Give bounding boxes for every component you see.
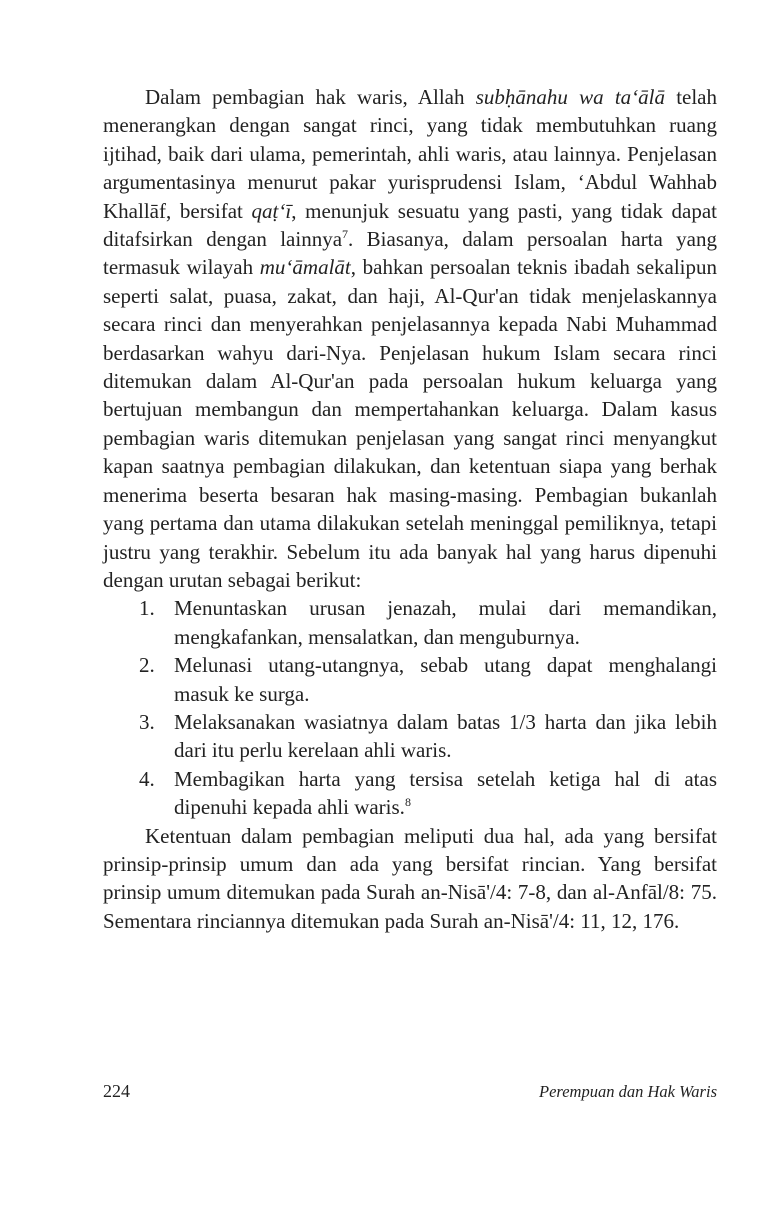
paragraph-text: . Biasanya, dalam persoalan harta yang termasuk wilayah (103, 227, 717, 280)
list-item-text: Menuntaskan urusan jenazah, mulai dari memandikan, mengkafankan, mensalatkan, dan menguburnya. (174, 596, 717, 649)
arabic-term: subḥānahu wa ta‘ālā (475, 85, 665, 109)
paragraph-text: telah menerangkan dengan sangat rinci, yang tidak membutuhkan ruang ijtihad, baik dari ulama, pemerintah, ahli waris, atau lainnya. Penjelasan argumentasinya menurut pakar yurisprudensi Islam, ‘Abdul Wahhab Khallāf, bersifat (103, 85, 718, 223)
body-paragraph: Ketentuan dalam pembagian meliputi dua hal, ada yang bersifat prinsip-prinsip umum dan ada yang bersifat rincian. Yang bersifat prinsip umum ditemukan pada Surah an-Nisā'/4: 7-8, dan al-Anfāl/8: 75. Sementara rinciannya ditemukan pada Surah an-Nisā'/4: 11, 12, 176. (103, 823, 717, 933)
list-item (103, 708, 717, 765)
running-title: Perempuan dan Hak Waris (539, 1082, 717, 1101)
page-number: 224 (103, 1081, 130, 1101)
numbered-list (103, 594, 717, 821)
list-number: 4. (139, 766, 155, 791)
arabic-term: qaṭ‘ī (251, 198, 292, 223)
list-item (103, 765, 717, 822)
body-paragraph (103, 83, 717, 594)
list-number: 1. (139, 596, 155, 621)
list-item-text: Melunasi utang-utangnya, sebab utang dapat menghalangi masuk ke surga. (174, 653, 717, 706)
list-item-text: Melaksanakan wasiatnya dalam batas 1/3 harta dan jika lebih dari itu perlu kerelaan ahli waris. (174, 709, 717, 763)
page-footer (103, 1081, 717, 1107)
footnote-marker: 7 (342, 227, 349, 242)
paragraph-text: , bahkan persoalan teknis ibadah sekalipun seperti salat, puasa, zakat, dan haji, Al-Qur'an tidak menjelaskannya secara rinci dan menyerahkan penjelasannya kepada Nabi Muhammad berdasarkan wahyu dari-Nya. Penjelasan hukum Islam secara rinci ditemukan dalam Al-Qur'an pada persoalan hukum keluarga yang bertujuan membangun dan mempertahankan keluarga. Dalam kasus pembagian waris ditemukan penjelasan yang sangat rinci menyangkut kapan saatnya pembagian dilakukan, dan ketentuan siapa yang berhak menerima beserta besaran hak masing-masing. Pembagian bukanlah yang pertama dan utama dilakukan setelah meninggal pemiliknya, tetapi justru yang terakhir. Sebelum itu ada banyak hal yang harus dipenuhi dengan urutan sebagai berikut: (103, 255, 717, 592)
list-item-text: Membagikan harta yang tersisa setelah ketiga hal di atas dipenuhi kepada ahli waris. (174, 766, 717, 820)
paragraph-text: , menunjuk sesuatu yang pasti, yang tidak dapat ditafsirkan dengan lainnya (103, 198, 717, 252)
list-item (103, 594, 717, 651)
footnote-marker: 8 (404, 795, 411, 810)
list-item (103, 651, 717, 708)
arabic-term: mu‘āmalāt (259, 255, 351, 280)
list-number: 3. (139, 709, 155, 734)
list-number: 2. (139, 653, 155, 678)
page-body (103, 83, 717, 935)
paragraph-text: Dalam pembagian hak waris, Allah (145, 85, 476, 109)
